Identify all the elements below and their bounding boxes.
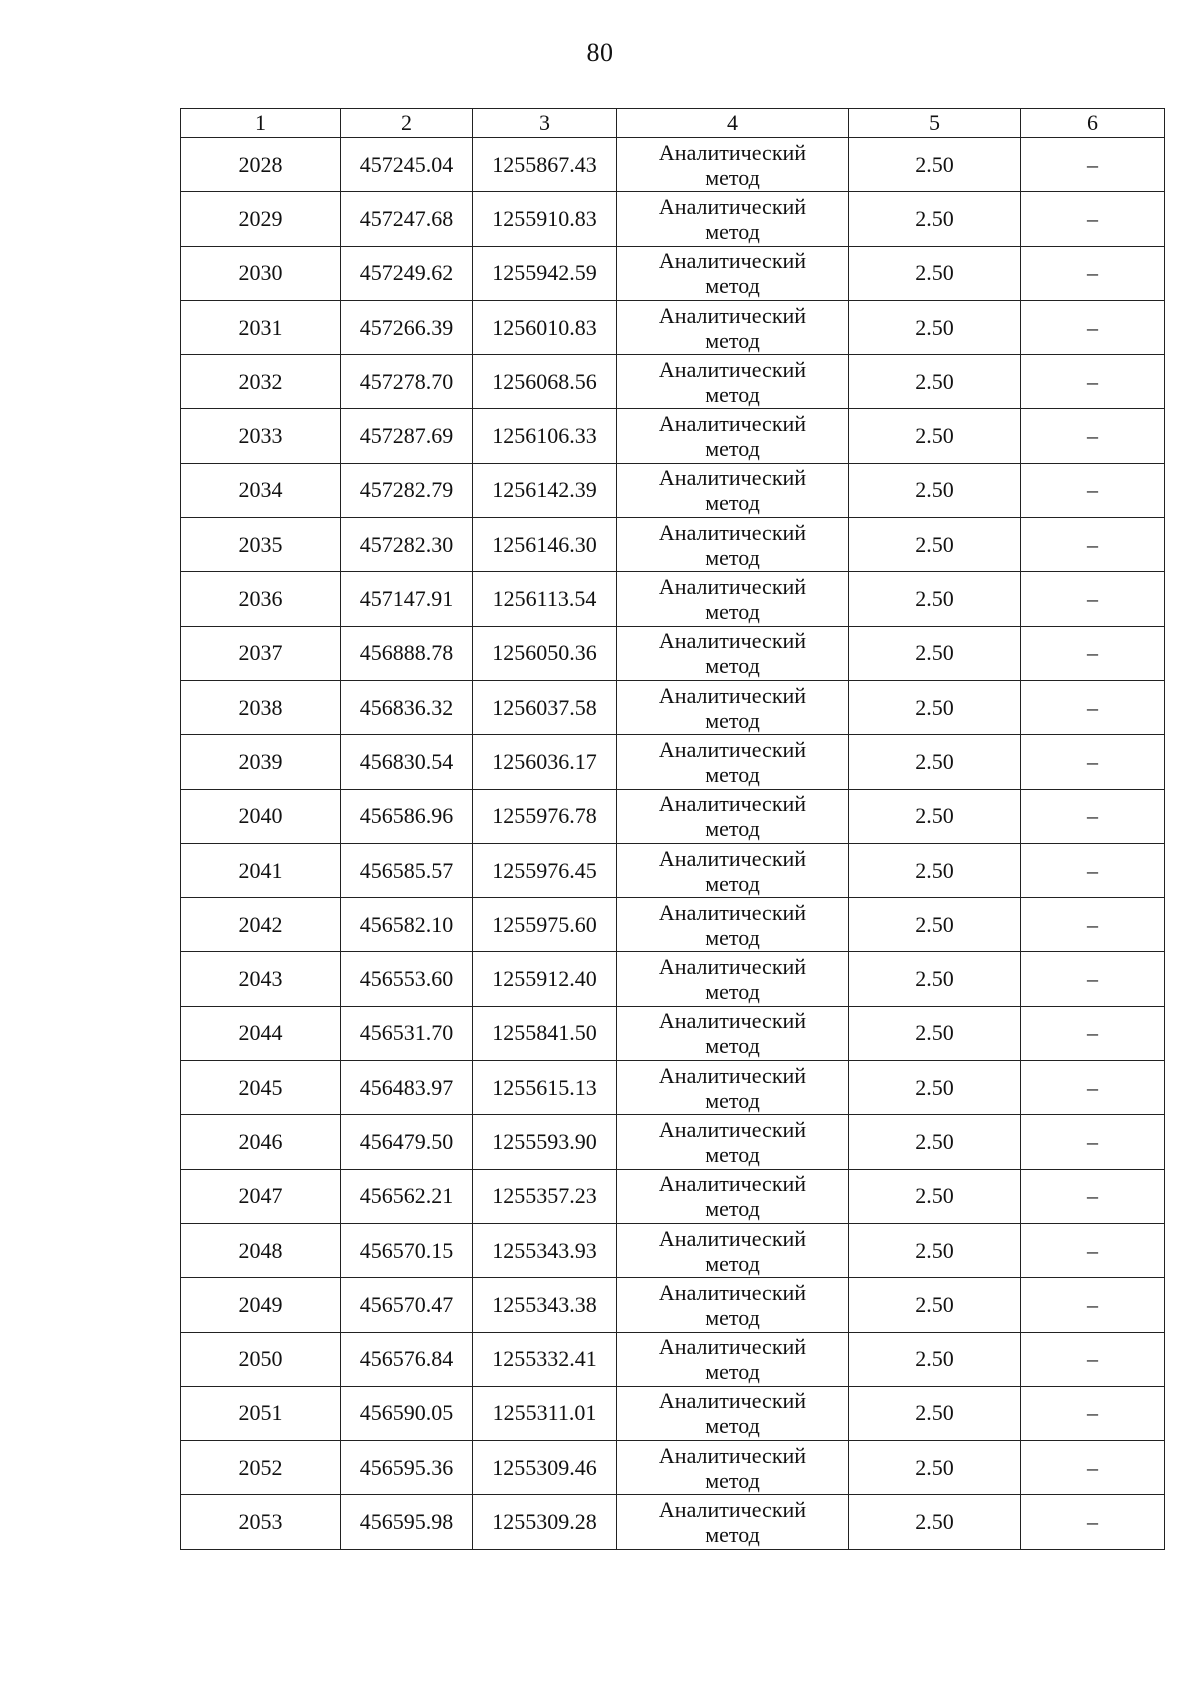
point-number-cell: 2029 [181,192,341,246]
table-row [181,355,1165,409]
y-coordinate-cell: 1255942.59 [473,246,617,300]
method-line-2: метод [705,164,760,190]
accuracy-cell: 2.50 [849,572,1021,626]
table-row [181,898,1165,952]
accuracy-cell: 2.50 [849,735,1021,789]
x-coordinate-cell: 457245.04 [341,138,473,192]
x-coordinate-cell: 457282.30 [341,518,473,572]
accuracy-cell: 2.50 [849,1495,1021,1549]
point-number-cell: 2037 [181,626,341,680]
table-row [181,843,1165,897]
y-coordinate-cell: 1255912.40 [473,952,617,1006]
method-cell [617,1223,849,1277]
method-cell [617,518,849,572]
point-number-cell: 2049 [181,1278,341,1332]
method-cell [617,898,849,952]
accuracy-cell: 2.50 [849,789,1021,843]
y-coordinate-cell: 1255910.83 [473,192,617,246]
note-cell: – [1021,843,1165,897]
x-coordinate-cell: 456576.84 [341,1332,473,1386]
method-line-2: метод [705,1087,760,1113]
method-line-2: метод [705,327,760,353]
method-line-1: Аналитический [658,356,807,382]
method-line-1: Аналитический [658,628,807,654]
x-coordinate-cell: 456483.97 [341,1061,473,1115]
y-coordinate-cell: 1255976.45 [473,843,617,897]
note-cell: – [1021,246,1165,300]
point-number-cell: 2044 [181,1006,341,1060]
method-line-2: метод [705,599,760,625]
x-coordinate-cell: 457278.70 [341,355,473,409]
accuracy-cell: 2.50 [849,192,1021,246]
note-cell: – [1021,355,1165,409]
method-cell [617,138,849,192]
table-row [181,1115,1165,1169]
method-line-1: Аналитический [658,1279,807,1305]
accuracy-cell: 2.50 [849,680,1021,734]
x-coordinate-cell: 456570.15 [341,1223,473,1277]
x-coordinate-cell: 456531.70 [341,1006,473,1060]
method-line-1: Аналитический [658,1225,807,1251]
point-number-cell: 2048 [181,1223,341,1277]
method-line-2: метод [705,436,760,462]
method-line-1: Аналитический [658,1388,807,1414]
method-line-1: Аналитический [658,139,807,165]
note-cell: – [1021,789,1165,843]
accuracy-cell: 2.50 [849,1278,1021,1332]
method-line-2: метод [705,1141,760,1167]
table-row [181,409,1165,463]
x-coordinate-cell: 456836.32 [341,680,473,734]
method-line-1: Аналитический [658,1171,807,1197]
accuracy-cell: 2.50 [849,626,1021,680]
method-cell [617,1006,849,1060]
method-line-1: Аналитический [658,193,807,219]
accuracy-cell: 2.50 [849,843,1021,897]
method-line-1: Аналитический [658,519,807,545]
point-number-cell: 2045 [181,1061,341,1115]
point-number-cell: 2028 [181,138,341,192]
note-cell: – [1021,1386,1165,1440]
accuracy-cell: 2.50 [849,138,1021,192]
method-line-2: метод [705,924,760,950]
table-row [181,572,1165,626]
column-header-5: 5 [849,109,1021,138]
x-coordinate-cell: 456830.54 [341,735,473,789]
y-coordinate-cell: 1255343.38 [473,1278,617,1332]
point-number-cell: 2030 [181,246,341,300]
table-row [181,1006,1165,1060]
y-coordinate-cell: 1256068.56 [473,355,617,409]
coordinates-table [180,108,1165,1550]
accuracy-cell: 2.50 [849,463,1021,517]
y-coordinate-cell: 1255309.28 [473,1495,617,1549]
accuracy-cell: 2.50 [849,898,1021,952]
method-line-2: метод [705,761,760,787]
method-line-1: Аналитический [658,736,807,762]
method-cell [617,1278,849,1332]
method-line-1: Аналитический [658,954,807,980]
method-cell [617,1115,849,1169]
point-number-cell: 2035 [181,518,341,572]
method-line-2: метод [705,490,760,516]
point-number-cell: 2046 [181,1115,341,1169]
method-line-1: Аналитический [658,465,807,491]
x-coordinate-cell: 456595.36 [341,1441,473,1495]
method-line-2: метод [705,1359,760,1385]
point-number-cell: 2053 [181,1495,341,1549]
point-number-cell: 2051 [181,1386,341,1440]
point-number-cell: 2052 [181,1441,341,1495]
method-line-1: Аналитический [658,411,807,437]
accuracy-cell: 2.50 [849,952,1021,1006]
x-coordinate-cell: 457147.91 [341,572,473,626]
y-coordinate-cell: 1256142.39 [473,463,617,517]
method-cell [617,192,849,246]
method-line-1: Аналитический [658,1116,807,1142]
table-row [181,246,1165,300]
table-row [181,1278,1165,1332]
page-number: 80 [586,38,614,67]
method-line-1: Аналитический [658,1062,807,1088]
table-row [181,463,1165,517]
note-cell: – [1021,1495,1165,1549]
point-number-cell: 2031 [181,300,341,354]
method-cell [617,300,849,354]
x-coordinate-cell: 456582.10 [341,898,473,952]
note-cell: – [1021,1006,1165,1060]
method-line-2: метод [705,1033,760,1059]
method-cell [617,952,849,1006]
note-cell: – [1021,409,1165,463]
method-cell [617,246,849,300]
accuracy-cell: 2.50 [849,1386,1021,1440]
method-line-2: метод [705,1304,760,1330]
note-cell: – [1021,680,1165,734]
accuracy-cell: 2.50 [849,1061,1021,1115]
note-cell: – [1021,898,1165,952]
method-line-2: метод [705,1413,760,1439]
note-cell: – [1021,1061,1165,1115]
y-coordinate-cell: 1255357.23 [473,1169,617,1223]
method-line-2: метод [705,544,760,570]
method-cell [617,1169,849,1223]
point-number-cell: 2032 [181,355,341,409]
table-row [181,1441,1165,1495]
note-cell: – [1021,518,1165,572]
note-cell: – [1021,300,1165,354]
table-row [181,735,1165,789]
table-body [181,138,1165,1550]
accuracy-cell: 2.50 [849,409,1021,463]
note-cell: – [1021,1278,1165,1332]
accuracy-cell: 2.50 [849,1006,1021,1060]
table-row [181,789,1165,843]
y-coordinate-cell: 1255593.90 [473,1115,617,1169]
accuracy-cell: 2.50 [849,1223,1021,1277]
y-coordinate-cell: 1255975.60 [473,898,617,952]
method-line-2: метод [705,381,760,407]
method-line-2: метод [705,653,760,679]
method-cell [617,1495,849,1549]
method-line-1: Аналитический [658,682,807,708]
accuracy-cell: 2.50 [849,1441,1021,1495]
method-line-2: метод [705,870,760,896]
method-line-1: Аналитический [658,1008,807,1034]
point-number-cell: 2047 [181,1169,341,1223]
note-cell: – [1021,138,1165,192]
method-line-2: метод [705,816,760,842]
accuracy-cell: 2.50 [849,518,1021,572]
table-row [181,680,1165,734]
point-number-cell: 2034 [181,463,341,517]
y-coordinate-cell: 1256113.54 [473,572,617,626]
note-cell: – [1021,952,1165,1006]
note-cell: – [1021,463,1165,517]
x-coordinate-cell: 456479.50 [341,1115,473,1169]
y-coordinate-cell: 1255311.01 [473,1386,617,1440]
header-row [181,109,1165,138]
method-line-1: Аналитический [658,1334,807,1360]
point-number-cell: 2039 [181,735,341,789]
point-number-cell: 2038 [181,680,341,734]
y-coordinate-cell: 1255867.43 [473,138,617,192]
y-coordinate-cell: 1255309.46 [473,1441,617,1495]
method-line-1: Аналитический [658,1442,807,1468]
method-line-1: Аналитический [658,574,807,600]
method-line-2: метод [705,1522,760,1548]
table-row [181,518,1165,572]
x-coordinate-cell: 456595.98 [341,1495,473,1549]
accuracy-cell: 2.50 [849,1332,1021,1386]
method-line-2: метод [705,273,760,299]
method-line-2: метод [705,1467,760,1493]
point-number-cell: 2043 [181,952,341,1006]
column-header-4: 4 [617,109,849,138]
table-row [181,300,1165,354]
method-line-2: метод [705,218,760,244]
note-cell: – [1021,1169,1165,1223]
x-coordinate-cell: 456570.47 [341,1278,473,1332]
table-header [181,109,1165,138]
column-header-6: 6 [1021,109,1165,138]
y-coordinate-cell: 1256036.17 [473,735,617,789]
note-cell: – [1021,1115,1165,1169]
note-cell: – [1021,1441,1165,1495]
x-coordinate-cell: 456562.21 [341,1169,473,1223]
point-number-cell: 2050 [181,1332,341,1386]
table-row [181,626,1165,680]
method-line-1: Аналитический [658,899,807,925]
note-cell: – [1021,1332,1165,1386]
accuracy-cell: 2.50 [849,355,1021,409]
x-coordinate-cell: 457249.62 [341,246,473,300]
accuracy-cell: 2.50 [849,246,1021,300]
method-line-1: Аналитический [658,248,807,274]
note-cell: – [1021,572,1165,626]
y-coordinate-cell: 1255332.41 [473,1332,617,1386]
method-cell [617,572,849,626]
y-coordinate-cell: 1256106.33 [473,409,617,463]
y-coordinate-cell: 1256010.83 [473,300,617,354]
method-cell [617,626,849,680]
method-cell [617,1441,849,1495]
method-cell [617,463,849,517]
x-coordinate-cell: 457282.79 [341,463,473,517]
table-row [181,952,1165,1006]
method-cell [617,355,849,409]
method-cell [617,1386,849,1440]
method-line-1: Аналитический [658,302,807,328]
x-coordinate-cell: 456585.57 [341,843,473,897]
method-line-1: Аналитический [658,1497,807,1523]
column-header-2: 2 [341,109,473,138]
x-coordinate-cell: 456888.78 [341,626,473,680]
accuracy-cell: 2.50 [849,1115,1021,1169]
method-cell [617,843,849,897]
table-row [181,192,1165,246]
table-row [181,1169,1165,1223]
point-number-cell: 2033 [181,409,341,463]
y-coordinate-cell: 1255841.50 [473,1006,617,1060]
x-coordinate-cell: 456553.60 [341,952,473,1006]
point-number-cell: 2040 [181,789,341,843]
method-cell [617,1061,849,1115]
y-coordinate-cell: 1255615.13 [473,1061,617,1115]
x-coordinate-cell: 457287.69 [341,409,473,463]
y-coordinate-cell: 1255343.93 [473,1223,617,1277]
y-coordinate-cell: 1256037.58 [473,680,617,734]
x-coordinate-cell: 456586.96 [341,789,473,843]
table-row [181,138,1165,192]
x-coordinate-cell: 457247.68 [341,192,473,246]
note-cell: – [1021,1223,1165,1277]
y-coordinate-cell: 1256146.30 [473,518,617,572]
method-cell [617,680,849,734]
method-cell [617,789,849,843]
x-coordinate-cell: 456590.05 [341,1386,473,1440]
note-cell: – [1021,735,1165,789]
method-line-2: метод [705,1250,760,1276]
table-row [181,1332,1165,1386]
table-row [181,1386,1165,1440]
table-row [181,1061,1165,1115]
column-header-3: 3 [473,109,617,138]
point-number-cell: 2041 [181,843,341,897]
x-coordinate-cell: 457266.39 [341,300,473,354]
method-cell [617,1332,849,1386]
method-line-1: Аналитический [658,791,807,817]
table-row [181,1495,1165,1549]
method-line-1: Аналитический [658,845,807,871]
point-number-cell: 2036 [181,572,341,626]
column-header-1: 1 [181,109,341,138]
point-number-cell: 2042 [181,898,341,952]
method-line-2: метод [705,979,760,1005]
table-row [181,1223,1165,1277]
method-line-2: метод [705,1196,760,1222]
note-cell: – [1021,626,1165,680]
method-line-2: метод [705,707,760,733]
y-coordinate-cell: 1255976.78 [473,789,617,843]
method-cell [617,735,849,789]
method-cell [617,409,849,463]
accuracy-cell: 2.50 [849,300,1021,354]
note-cell: – [1021,192,1165,246]
accuracy-cell: 2.50 [849,1169,1021,1223]
y-coordinate-cell: 1256050.36 [473,626,617,680]
